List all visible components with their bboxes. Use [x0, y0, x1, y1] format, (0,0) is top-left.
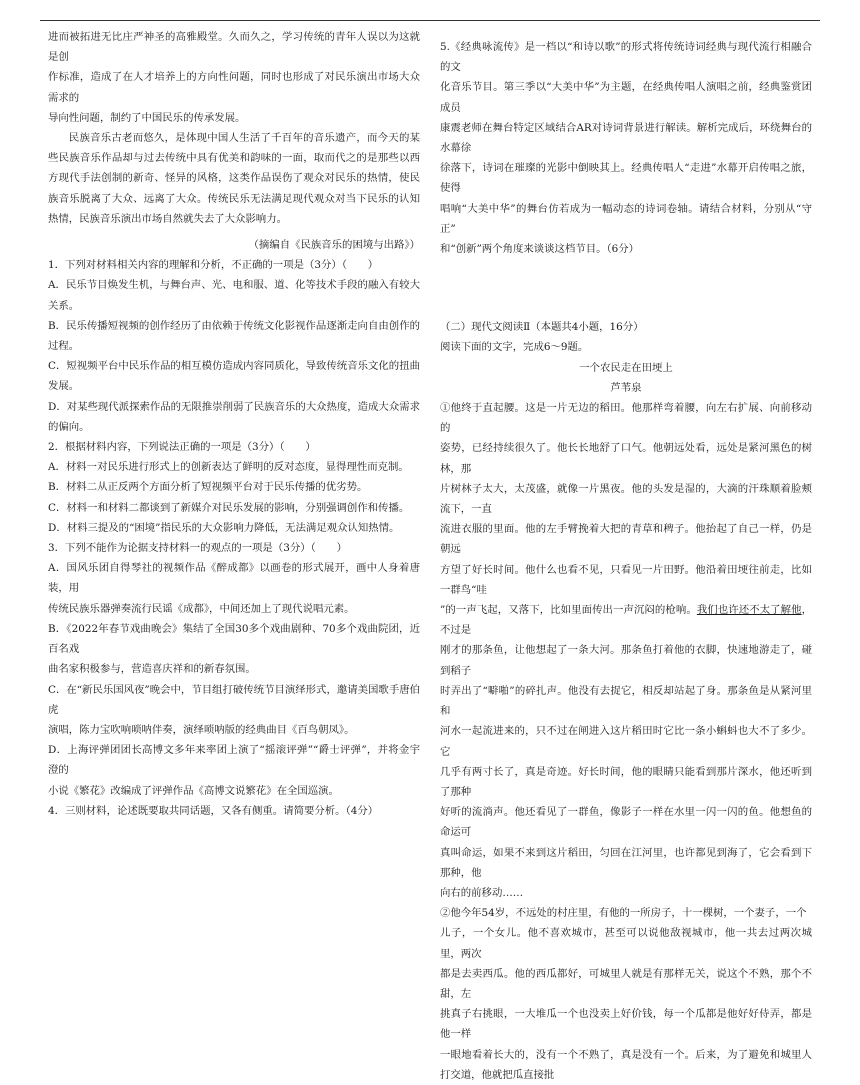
q1-option-a: A．民乐节目焕发生机，与舞台声、光、电和服、道、化等技术手段的融入有较大关系。 [48, 279, 420, 312]
story-line: ①他终于直起腰。这是一片无边的稻田。他那样弯着腰，向左右扩展、向前移动的 [440, 402, 812, 435]
story-line: 向右的前移动…… [440, 886, 524, 899]
passage-line: 作标准，造成了在人才培养上的方向性问题，同时也形成了对民乐演出市场大众需求的 [48, 71, 420, 104]
story-line: 好听的流淌声。他还看见了一群鱼，像影子一样在水里一闪一闪的鱼。他想鱼的命运可 [440, 806, 812, 839]
story-line: 姿势，已经持续很久了。他长长地舒了口气。他朝远处看，远处是紧河黑色的树林，那 [440, 442, 812, 475]
question-5-line: 化音乐节目。第三季以“大美中华”为主题，在经典传唱人演唱之前，经典鉴赏团成员 [440, 81, 812, 114]
question-5-line: 5.《经典咏流传》是一档以“和诗以歌”的形式将传统诗词经典与现代流行相融合的文 [440, 41, 812, 74]
q2-option-d: D．材料三提及的“困境”指民乐的大众影响力降低，无法满足观众认知热情。 [48, 521, 400, 534]
left-column [48, 27, 420, 821]
question-5-line: 康震老师在舞台特定区域结合AR对诗词背景进行解读。解析完成后，环绕舞台的水幕徐 [440, 121, 812, 155]
story-title: 一个农民走在田埂上 [579, 361, 673, 374]
story-line: 挑真子右挑眼，一大堆瓜一个也没卖上好价钱，每一个瓜都是他好好侍弄，都是他一样 [440, 1008, 812, 1041]
q3-option-line: A．国风乐团自得琴社的视频作品《醉成都》以画卷的形式展开，画中人身着唐装，用 [48, 562, 420, 595]
q3-option-line: 演唱，陈力宝吹响唢呐伴奏，演绎唢呐版的经典曲目《百鸟朝凤》。 [48, 723, 355, 736]
q3-option-line: B．《2022年春节戏曲晚会》集结了全国30多个戏曲剧种、70多个戏曲院团，近百名戏 [48, 622, 420, 656]
question-1: 1．下列对材料相关内容的理解和分析，不正确的一项是（3分）（ ） [48, 259, 379, 272]
q2-option-a: A．材料一对民乐进行形式上的创新表达了鲜明的反对态度，显得理性而克制。 [48, 461, 409, 474]
story-line: ”的一声飞起，又落下，比如里面传出一声沉闷的枪响。我们也许还不太了解他，不过是 [440, 604, 813, 637]
top-rule [40, 20, 820, 21]
story-line: 刚才的那条鱼，让他想起了一条大河。那条鱼打着他的衣脚，快速地游走了，碰到稻子 [440, 644, 812, 677]
story-line: 都是去卖西瓜。他的西瓜都好，可城里人就是有那样无关，说这个不熟，那个不甜，左 [440, 967, 812, 1000]
story-author: 芦苇泉 [610, 381, 642, 394]
story-line: 儿子，一个女儿。他不喜欢城市，甚至可以说他敌视城市，他一共去过两次城里，两次 [440, 927, 812, 960]
question-5-line: 唱响“大美中华”的舞台仿若成为一幅动态的诗词卷轴。请结合材料，分别从“守正” [440, 202, 812, 235]
question-5-line: 徐落下，诗词在璀璨的光影中倒映其上。经典传唱人“走进”水幕开启传唱之旅，使得 [440, 162, 812, 195]
story-line: 时弄出了“噼啪”的碎扎声。他没有去捉它，相反却站起了身。那条鱼是从紧河里和 [440, 684, 812, 718]
story-line: 河水一起流进来的，只不过在闸进入这片稻田时它比一条小蝌蚪也大不了多少。它 [440, 725, 812, 758]
q3-option-line: C．在“新民乐国风夜”晚会中，节目组打破传统节目演绎形式，邀请美国歌手唐伯虎 [48, 683, 420, 716]
question-3: 3．下列不能作为论据支持材料一的观点的一项是（3分）（ ） [48, 542, 347, 555]
source-citation: （摘编自《民族音乐的困境与出路》） [248, 239, 420, 252]
passage-line: 进而被拓进无比庄严神圣的高雅殿堂。久而久之，学习传统的青年人误以为这就是创 [48, 31, 420, 64]
section-heading: （二）现代文阅读Ⅱ（本题共4小题，16分） [440, 321, 644, 334]
q3-option-line: D．上海评弹团团长高博文多年来率团上演了“摇滚评弹”“爵士评弹”，并将金宇澄的 [48, 744, 420, 777]
story-line: 几乎有两寸长了，真是奇迹。好长时间，他的眼睛只能看到那片深水，他还听到了那种 [440, 765, 812, 798]
story-line: 片树林子太大，太茂盛，就像一片黑夜。他的头发是湿的，大滴的汗珠顺着脸颊流下，一直 [440, 482, 812, 516]
right-column [440, 27, 812, 1085]
question-5-line: 和“创新”两个角度来谈谈这档节目。（6分） [440, 243, 640, 256]
passage-paragraph: 民族音乐古老而悠久，是体现中国人生活了千百年的音乐遗产，而今天的某些民族音乐作品却与过去传统中具有优美和韵味的一面，取而代之的是那些以西方现代手法创制的新奇、怪异的风格，这类作品误伤了观众对民乐的热情，使民族音乐脱离了大众、远离了大众。传统民乐无法满足现代观众对当下民乐的认知热情，民族音乐演出市场自然就失去了大众影响力。 [48, 132, 420, 225]
q2-option-b: B．材料二从正反两个方面分析了短视频平台对于民乐传播的优劣势。 [48, 481, 368, 494]
passage-line: 导向性问题，制约了中国民乐的传承发展。 [48, 111, 246, 124]
q1-option-c: C．短视频平台中民乐作品的相互模仿造成内容同质化，导致传统音乐文化的扭曲发展。 [48, 360, 420, 393]
reading-instruction: 阅读下面的文字，完成6～9题。 [440, 341, 589, 354]
question-4: 4．三则材料，论述既要取共同话题，又各有侧重。请简要分析。（4分） [48, 804, 379, 817]
story-line: 真叫命运，如果不来到这片稻田，匀回在江河里，也许都见到海了，它会看到下那种，他 [440, 846, 812, 879]
q3-option-line: 传统民族乐器弹奏流行民谣《成都》，中间还加上了现代说唱元素。 [48, 602, 355, 615]
q1-option-b: B．民乐传播短视频的创作经历了由依赖于传统文化影视作品逐渐走向自由创作的过程。 [48, 319, 420, 353]
underlined-phrase: 我们也许还不太了解他 [696, 604, 802, 617]
question-2: 2．根据材料内容，下列说法正确的一项是（3分）（ ） [48, 441, 316, 454]
q3-option-line: 小说《繁花》改编成了评弹作品《高博文说繁花》在全国巡演。 [48, 784, 339, 797]
story-line: ②他今年54岁，不远处的村庄里，有他的一所房子，十一棵树，一个妻子，一个 [440, 907, 807, 920]
q2-option-c: C．材料一和材料二都谈到了新媒介对民乐发展的影响，分别强调创作和传播。 [48, 501, 410, 514]
story-line: 方望了好长时间。他什么也看不见，只看见一片田野。他沿着田埂往前走，比如一群鸟“哇 [440, 563, 812, 596]
story-line: 流进衣服的里面。他的左手臂挽着大把的青草和稗子。他抬起了自己一样，仍是朝远 [440, 523, 812, 556]
q1-option-d: D．对某些现代派探索作品的无限推崇削弱了民族音乐的大众热度，造成大众需求的偏向。 [48, 400, 420, 433]
q3-option-line: 曲名家积极参与，营造喜庆祥和的新春氛围。 [48, 663, 256, 676]
story-line: 一眼地看着长大的，没有一个不熟了，真是没有一个。后来，为了避免和城里人打交道，他就把瓜直接批 [440, 1048, 812, 1081]
